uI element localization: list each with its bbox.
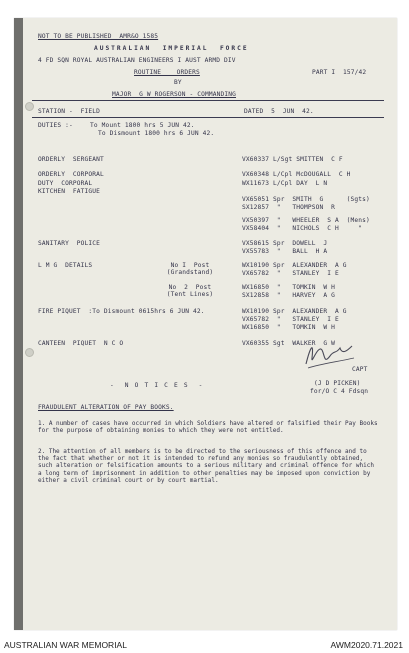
row-label: L M G DETAILS: [38, 262, 93, 269]
duties-mount: To Mount 1800 hrs 5 JUN 42.: [90, 122, 195, 129]
row-person: VX58404 " NICHOLS C H ": [242, 225, 363, 232]
row-person: VX65782 " STANLEY I E: [242, 270, 339, 277]
row-person: VX58615 Spr DOWELL J: [242, 240, 328, 247]
row-person: VX50397 " WHEELER S A (Mens): [242, 217, 370, 224]
document-page: [14, 18, 397, 630]
notice-paragraph-1: 1. A number of cases have occurred in which Soldiers have altered or falsified their Pay Books for the purpose of obtaining monies to which they were not entitled.: [38, 420, 378, 435]
duties-dismount: To Dismount 1800 hrs 6 JUN 42.: [98, 130, 215, 137]
divider: [32, 100, 384, 101]
row-person: SX12857 " THOMPSON R: [242, 204, 336, 211]
handwritten-signature: [300, 334, 360, 374]
footer-institution: AUSTRALIAN WAR MEMORIAL: [4, 640, 127, 650]
row-label: ORDERLY SERGEANT: [38, 156, 104, 163]
row-person: WX16850 " TOMKIN W H: [242, 324, 336, 331]
row-label: CANTEEN PIQUET N C O: [38, 340, 124, 347]
row-label: KITCHEN FATIGUE: [38, 188, 101, 195]
divider: [32, 117, 384, 118]
signatory-rank: CAPT: [352, 366, 368, 373]
row-person: VX65051 Spr SMITH G (Sgts): [242, 196, 370, 203]
page-edge-shadow: [14, 18, 23, 630]
row-person: VX55783 " BALL H A: [242, 248, 328, 255]
dated-label: DATED 5 JUN 42.: [244, 108, 314, 115]
routine-orders-title: ROUTINE ORDERS: [134, 69, 200, 76]
unit-title: 4 FD SQN ROYAL AUSTRALIAN ENGINEERS I AUST ARMD DIV: [38, 57, 236, 64]
row-person: VX60337 L/Sgt SMITTEN C F: [242, 156, 343, 163]
row-label: DUTY CORPORAL: [38, 180, 93, 187]
row-person: VX65782 " STANLEY I E: [242, 316, 339, 323]
restriction-line: NOT TO BE PUBLISHED AMR&O 1585: [38, 33, 159, 40]
notice-subheading: FRAUDULENT ALTERATION OF PAY BOOKS.: [38, 404, 174, 411]
row-label: ORDERLY CORPORAL: [38, 171, 104, 178]
row-person: WX11673 L/Cpl DAY L N: [242, 180, 328, 187]
by-line: BY: [174, 79, 182, 86]
station-label: STATION - FIELD: [38, 108, 101, 115]
punch-hole: [25, 102, 34, 111]
row-label: FIRE PIQUET :To Dismount 0615hrs 6 JUN 42.: [38, 308, 205, 315]
part-number: PART I 157/42: [312, 69, 367, 76]
notices-heading: - N O T I C E S -: [110, 382, 204, 389]
post-label: No I Post (Grandstand): [166, 262, 214, 276]
signatory-for: for/O C 4 Fdsqn: [310, 388, 369, 395]
force-title: AUSTRALIAN IMPERIAL FORCE: [94, 45, 249, 52]
punch-hole: [25, 348, 34, 357]
row-person: VX60355 Sgt WALKER G W: [242, 340, 336, 347]
row-person: VX60348 L/Cpl McDOUGALL C H: [242, 171, 351, 178]
row-person: WX10190 Spr ALEXANDER A G: [242, 262, 347, 269]
row-person: SX12858 " HARVEY A G: [242, 292, 336, 299]
post-label: No 2 Post (Tent Lines): [166, 284, 214, 298]
row-label: SANITARY POLICE: [38, 240, 101, 247]
row-person: WX10190 Spr ALEXANDER A G: [242, 308, 347, 315]
commander-line: MAJOR G W ROGERSON - COMMANDING: [112, 91, 237, 98]
duties-label: DUTIES :-: [38, 122, 73, 129]
notice-paragraph-2: 2. The attention of all members is to be directed to the seriousness of this offence and to the fact that whether or not it is intended to refund any monies so fraudulently obtained, such alteration or felsification amounts to a serious military and criminal offence for which a long term of imprisonment in addition to other penalties may be imposed upon conviction by either a civil criminal court or by court martial.: [38, 448, 374, 484]
row-person: WX16850 " TOMKIN W H: [242, 284, 336, 291]
signatory-name: (J D PICKEN): [314, 380, 361, 387]
footer-accession-number: AWM2020.71.2021: [330, 640, 403, 650]
